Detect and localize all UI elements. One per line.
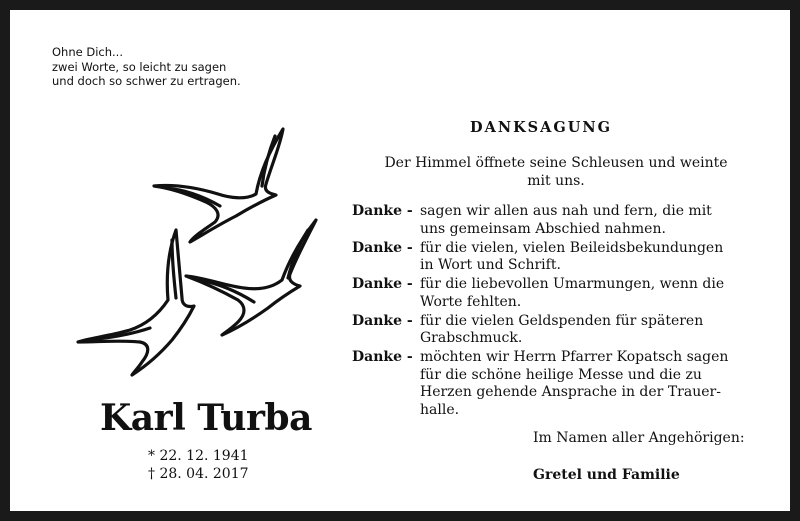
birth-date: * 22. 12. 1941 [148,448,249,464]
thanks-entry [352,313,772,348]
quote-line: und doch so schwer zu ertragen. [52,74,241,88]
deceased-name: Karl Turba [100,397,312,439]
signature-name: Gretel und Familie [533,467,680,483]
thanks-line: in Wort und Schrift. [420,257,561,273]
thanks-entry [352,349,772,419]
signature-intro: Im Namen aller Angehörigen: [533,430,745,446]
thanks-line: möchten wir Herrn Pfarrer Kopatsch sagen [420,349,729,365]
thanks-label: Danke - [352,349,413,365]
thanks-label: Danke - [352,276,413,292]
thanks-line: für die vielen Geldspenden für späteren [420,312,704,329]
thanks-entry [352,240,772,275]
thanks-label: Danke - [352,312,413,329]
thanks-line: Herzen gehende Ansprache in der Trauer- [420,384,721,400]
bird-icon [78,230,194,375]
bird-icon [154,129,283,242]
intro-text [366,155,746,190]
life-dates [148,448,249,483]
thanks-line: halle. [420,401,460,418]
thanks-label: Danke - [352,239,413,256]
thanks-entry [352,203,772,238]
quote-line: zwei Worte, so leicht zu sagen [52,59,227,74]
thanks-line: für die schöne heilige Messe und die zu [420,366,702,383]
thanks-line: für die vielen, vielen Beileidsbekundungen [420,239,724,256]
death-date: † 28. 04. 2017 [148,465,249,482]
thanks-line: Grabschmuck. [420,330,523,346]
intro-line: mit uns. [527,172,585,189]
quote-line: Ohne Dich... [52,45,123,59]
intro-line: Der Himmel öffnete seine Schleusen und weinte [384,155,728,171]
bird-icon [186,220,316,335]
thanks-label: Danke - [352,203,413,219]
memorial-quote [52,45,241,89]
thanks-heading: DANKSAGUNG [470,119,613,136]
thanks-line: uns gemeinsam Abschied nahmen. [420,220,666,237]
thanks-list [352,203,772,421]
thanks-entry [352,276,772,311]
thanks-line: Worte fehlten. [420,293,522,310]
flying-birds-icon [70,120,330,385]
thanks-line: für die liebevollen Umarmungen, wenn die [420,276,725,292]
thanks-line: sagen wir allen aus nah und fern, die mit [420,203,712,219]
